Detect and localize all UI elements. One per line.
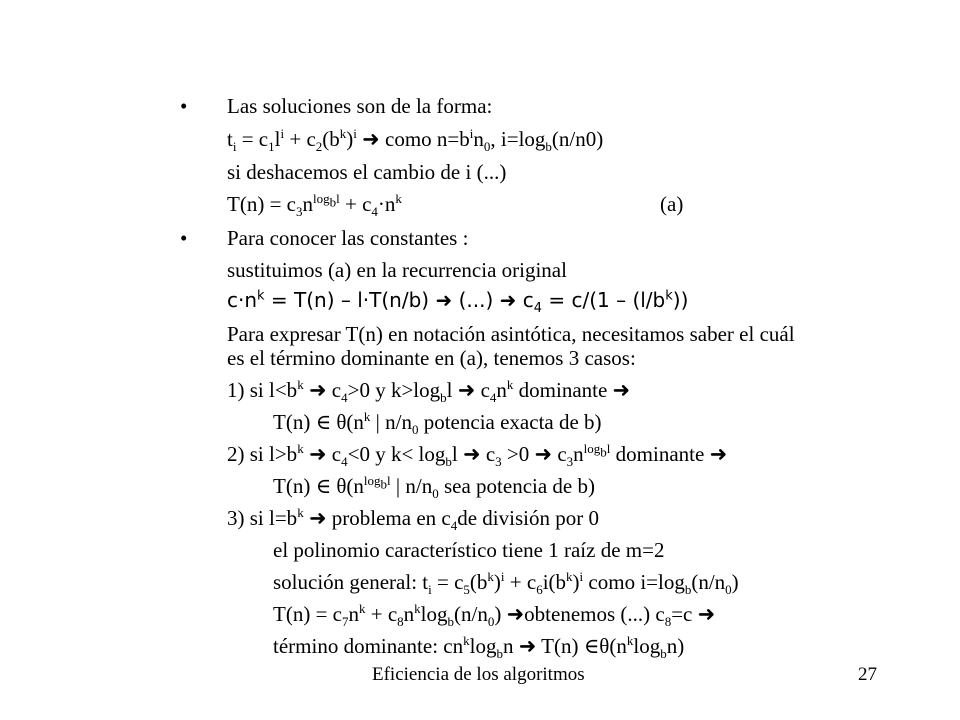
line-constants-heading: Para conocer las constantes :	[227, 226, 469, 250]
equation-label-a: (a)	[660, 192, 684, 216]
line-general-solution: solución general: $t_i = c_5(b^k)^i + c_6i(b^k)^i$ como $i=\log_b(n/n_0)$	[273, 569, 739, 598]
line-undo-change: si deshacemos el cambio de i (...)	[227, 160, 507, 184]
line-case-2-result: T(n) ∈ $\theta(n^{log_bl}$ | $n/n_0$ sea potencia de b)	[273, 473, 595, 502]
line-solutions-heading: Las soluciones son de la forma:	[227, 94, 493, 118]
line-asymptotic-1: Para expresar T(n) en notación asintótica, necesitamos saber el cuál	[227, 322, 795, 346]
line-case-1: 1) si $l<b^k$ ➜ $c_4>0$ y $k>\log_bl$ ➜ $c_4n^k$ dominante ➜	[227, 377, 631, 406]
line-ti-formula: $t_i = c_1l^i + c_2(b^k)^i$ ➜ como $n=b^in_0$, $i=\log_b(n/n0)$	[227, 126, 604, 155]
line-case-1-result: T(n) ∈ $\theta(n^k$ | $n/n_0$ potencia exacta de b)	[273, 409, 602, 438]
line-polynomial: el polinomio característico tiene 1 raíz de m=2	[273, 538, 665, 562]
line-substitute: sustituimos (a) en la recurrencia original	[227, 258, 567, 282]
line-tn-case-3: $T(n) = c_7n^k + c_8n^k\log_b(n/n_0)$ ➜obtenemos (...) $c_8=c$ ➜	[273, 601, 716, 630]
line-case-3: 3) si $l=b^k$ ➜ problema en $c_4de$ división por 0	[227, 505, 599, 534]
line-tn-formula: $T(n) = c_3n^{log_bl} + c_4\cdot n^k$	[227, 191, 402, 220]
line-dominant-term: término dominante: $cn^k\log_bn$ ➜ T(n) $\in\theta(n^k\log_bn)$	[273, 633, 685, 662]
line-case-2: 2) si $l>b^k$ ➜ $c_4<0$ y $k< \log_bl$ ➜ $c_3 >0$ ➜ $c_3n^{log_bl}$ dominante ➜	[227, 441, 728, 470]
line-asymptotic-2: es el término dominante en (a), tenemos 3 casos:	[227, 346, 636, 370]
bullet-2: •	[180, 226, 188, 250]
line-c4-formula: $c\cdot n^k = T(n) - l\cdot T(n/b)$ ➜ (...) ➜ $c_4 = c/(1 - (l/b^k))$	[227, 288, 689, 316]
footer-title: Eficiencia de los algoritmos	[372, 664, 585, 685]
bullet-1: •	[180, 94, 188, 118]
page-number: 27	[858, 664, 877, 685]
